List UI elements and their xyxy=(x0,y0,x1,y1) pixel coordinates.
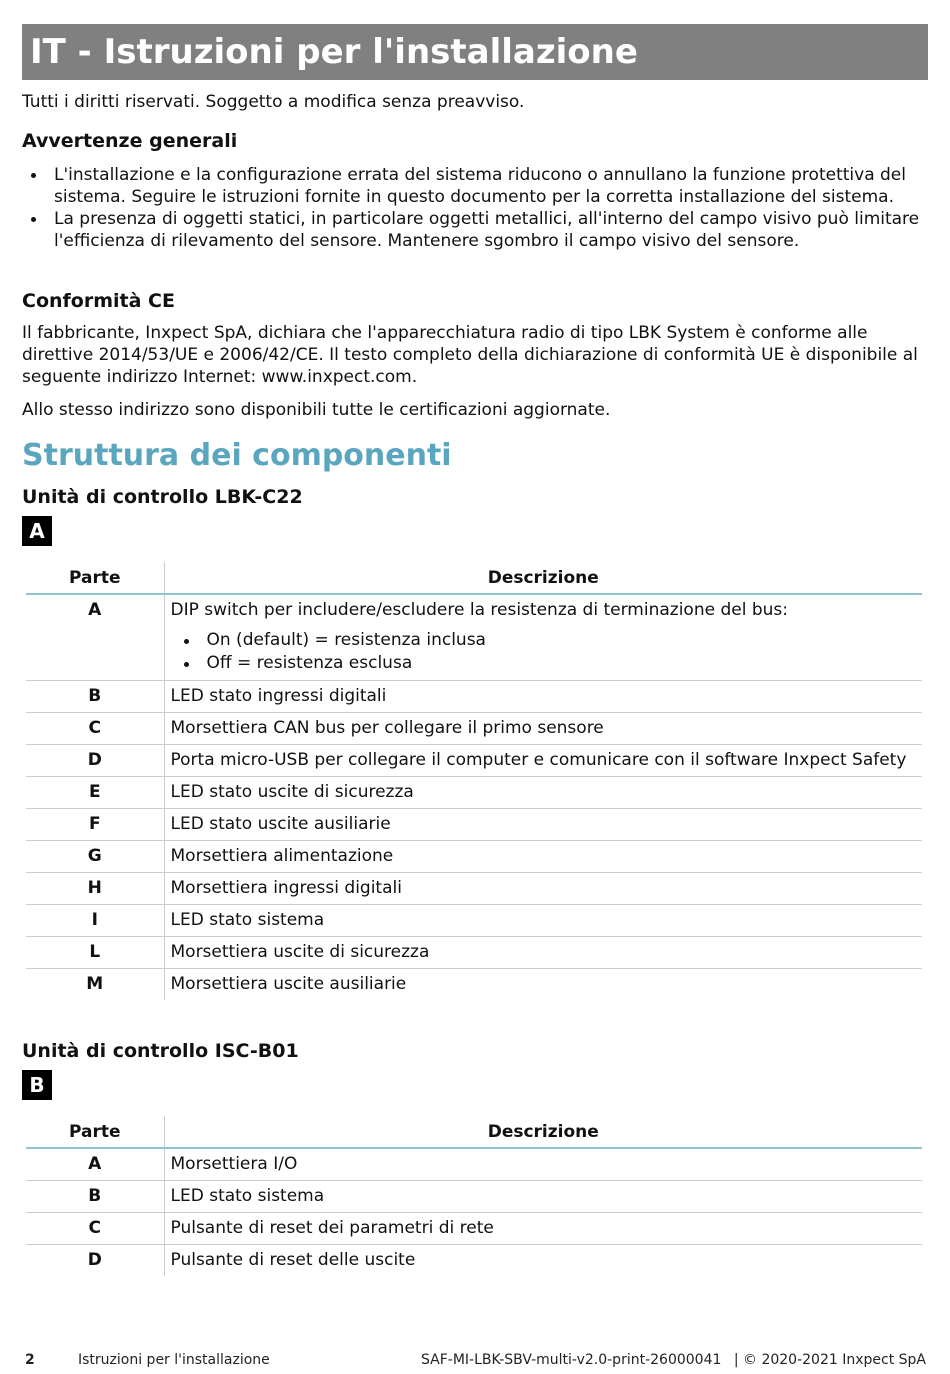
footer-page-number: 2 xyxy=(25,1352,35,1368)
table-row xyxy=(26,873,922,905)
section-title: Struttura dei componenti xyxy=(22,438,452,473)
list-item: Off = resistenza esclusa xyxy=(171,652,923,675)
unit-b-parts-table xyxy=(26,1116,922,1276)
table-row xyxy=(26,777,922,809)
part-description: Pulsante di reset delle uscite xyxy=(170,1250,416,1270)
column-header-description: Descrizione xyxy=(164,1116,922,1148)
column-header-description: Descrizione xyxy=(164,562,922,594)
table-row xyxy=(26,745,922,777)
part-description: Morsettiera uscite ausiliarie xyxy=(170,974,407,994)
column-header-part: Parte xyxy=(26,1116,164,1148)
part-letter: G xyxy=(26,841,164,873)
part-description: Morsettiera I/O xyxy=(164,1148,922,1181)
table-row xyxy=(26,1245,922,1277)
footer-doc-title: Istruzioni per l'installazione xyxy=(78,1352,270,1368)
part-description: Pulsante di reset dei parametri di rete xyxy=(164,1213,922,1245)
table-row xyxy=(26,713,922,745)
part-letter: B xyxy=(26,681,164,713)
page-title: IT - Istruzioni per l'installazione xyxy=(22,24,928,80)
list-item: On (default) = resistenza inclusa xyxy=(171,629,923,652)
table-row xyxy=(26,594,922,681)
unit-b-heading: Unità di controllo ISC-B01 xyxy=(22,1040,299,1062)
column-header-part: Parte xyxy=(26,562,164,594)
table-row xyxy=(26,809,922,841)
description-text: DIP switch per includere/escludere la resistenza di terminazione del bus: xyxy=(170,600,788,620)
rights-notice: Tutti i diritti riservati. Soggetto a modifica senza preavviso. xyxy=(22,92,525,112)
ce-heading: Conformità CE xyxy=(22,290,175,312)
part-description: LED stato uscite ausiliarie xyxy=(164,809,922,841)
unit-b-badge: B xyxy=(22,1070,52,1100)
general-warnings-list xyxy=(22,164,922,252)
part-description: Morsettiera ingressi digitali xyxy=(164,873,922,905)
table-row xyxy=(26,1148,922,1181)
unit-a-heading: Unità di controllo LBK-C22 xyxy=(22,486,303,508)
part-letter: C xyxy=(26,713,164,745)
list-item: L'installazione e la configurazione errata del sistema riducono o annullano la funzione protettiva del sistema. Seguire le istruzioni fornite in questo documento per la corretta installazione del sistema. xyxy=(22,164,922,208)
list-item: La presenza di oggetti statici, in particolare oggetti metallici, all'interno del campo visivo può limitare l'efficienza di rilevamento del sensore. Mantenere sgombro il campo visivo del sensore. xyxy=(22,208,922,252)
part-description: LED stato ingressi digitali xyxy=(164,681,922,713)
part-description: Morsettiera alimentazione xyxy=(164,841,922,873)
table-row xyxy=(26,681,922,713)
unit-a-badge: A xyxy=(22,516,52,546)
part-description: Porta micro-USB per collegare il computer e comunicare con il software Inxpect Safety xyxy=(164,745,922,777)
part-description: Morsettiera uscite di sicurezza xyxy=(164,937,922,969)
table-row xyxy=(26,1181,922,1213)
part-letter: B xyxy=(26,1181,164,1213)
footer-doc-info xyxy=(421,1352,926,1368)
part-letter: C xyxy=(26,1213,164,1245)
part-description: LED stato uscite di sicurezza xyxy=(164,777,922,809)
table-row xyxy=(26,969,922,1001)
part-letter: M xyxy=(26,969,164,1001)
table-row xyxy=(26,841,922,873)
part-letter: F xyxy=(26,809,164,841)
part-letter: D xyxy=(26,1245,164,1277)
part-description: LED stato sistema xyxy=(164,1181,922,1213)
part-description xyxy=(164,594,922,681)
part-letter: A xyxy=(26,1148,164,1181)
part-letter: H xyxy=(26,873,164,905)
footer-copyright: | © 2020-2021 Inxpect SpA xyxy=(733,1352,926,1368)
part-letter: L xyxy=(26,937,164,969)
unit-a-parts-table xyxy=(26,562,922,1000)
table-row xyxy=(26,1213,922,1245)
dip-switch-options xyxy=(171,629,923,675)
part-description: Morsettiera CAN bus per collegare il primo sensore xyxy=(164,713,922,745)
ce-certifications-paragraph: Allo stesso indirizzo sono disponibili tutte le certificazioni aggiornate. xyxy=(22,400,611,420)
part-letter: E xyxy=(26,777,164,809)
part-description: LED stato sistema xyxy=(164,905,922,937)
part-letter: I xyxy=(26,905,164,937)
ce-paragraph: Il fabbricante, Inxpect SpA, dichiara che l'apparecchiatura radio di tipo LBK System è conforme alle direttive 2014/53/UE e 2006/42/CE. Il testo completo della dichiarazione di conformità UE è disponibile al seguente indirizzo Internet: www.inxpect.com. xyxy=(22,323,918,387)
table-row xyxy=(26,937,922,969)
footer-doc-code: SAF-MI-LBK-SBV-multi-v2.0-print-26000041 xyxy=(421,1352,722,1368)
general-warnings-heading: Avvertenze generali xyxy=(22,130,238,152)
part-letter: A xyxy=(26,594,164,681)
table-row xyxy=(26,905,922,937)
part-letter: D xyxy=(26,745,164,777)
